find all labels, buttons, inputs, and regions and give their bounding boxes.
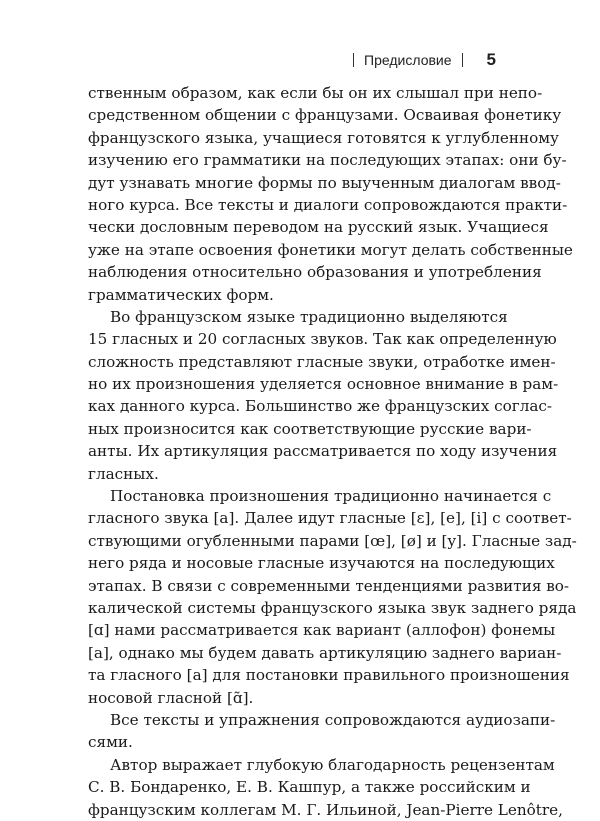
text-line: но их произношения уделяется основное внимание в рам- <box>88 375 559 394</box>
text-line: носовой гласной [ɑ̃]. <box>88 688 254 707</box>
page-number: 5 <box>486 50 496 69</box>
text-line: французским коллегам М. Г. Ильиной, Jean-Pierre Lenôtre, <box>88 800 563 819</box>
text-line: [ɑ] нами рассматривается как вариант (аллофон) фонемы <box>88 621 556 640</box>
text-line: ственным образом, как если бы он их слышал при непо- <box>88 84 543 102</box>
section-title: Предисловие <box>364 52 452 68</box>
text-line: сложность представляют гласные звуки, отработке имен- <box>88 352 556 371</box>
text-line: французского языка, учащиеся готовятся к углубленному <box>88 128 559 147</box>
text-line: Во французском языке традиционно выделяются <box>110 307 508 326</box>
text-line: Автор выражает глубокую благодарность рецензентам <box>110 755 555 774</box>
text-line: Постановка произношения традиционно начинается с <box>110 487 552 506</box>
text-line: С. В. Бондаренко, Е. В. Кашпур, а также российским и <box>88 778 531 797</box>
text-line: дут узнавать многие формы по выученным диалогам ввод- <box>88 173 561 192</box>
text-line: изучению его грамматики на последующих этапах: они бу- <box>88 151 567 170</box>
text-line: наблюдения относительно образования и употребления <box>88 263 542 282</box>
text-line: него ряда и носовые гласные изучаются на последующих <box>88 554 555 573</box>
text-line: ного курса. Все тексты и диалоги сопровождаются практи- <box>88 195 568 214</box>
body-text <box>88 82 577 821</box>
header-divider-left <box>353 53 354 67</box>
text-line: калической системы французского языка звук заднего ряда <box>88 598 577 617</box>
running-header <box>343 50 496 70</box>
text-line: ных произносится как соответствующие русские вари- <box>88 419 532 438</box>
text-line: 15 гласных и 20 согласных звуков. Так как определенную <box>88 330 557 349</box>
text-line: чески дословным переводом на русский язык. Учащиеся <box>88 218 549 237</box>
text-line: сями. <box>88 733 133 752</box>
header-divider-right <box>462 53 463 67</box>
text-line: уже на этапе освоения фонетики могут делать собственные <box>88 240 573 259</box>
text-line: этапах. В связи с современными тенденциями развития во- <box>88 576 570 595</box>
text-line: Все тексты и упражнения сопровождаются аудиозапи- <box>110 710 556 729</box>
text-line: анты. Их артикуляция рассматривается по ходу изучения <box>88 442 558 461</box>
text-line: гласного звука [a]. Далее идут гласные [ɛ], [e], [i] с соответ- <box>88 509 572 528</box>
text-line: гласных. <box>88 464 159 483</box>
text-line: грамматических форм. <box>88 285 274 304</box>
text-line: ствующими огубленными парами [œ], [ø] и [y]. Гласные зад- <box>88 531 577 550</box>
text-line: та гласного [a] для постановки правильного произношения <box>88 666 570 685</box>
text-line: ках данного курса. Большинство же французских соглас- <box>88 397 553 416</box>
text-line: [a], однако мы будем давать артикуляцию заднего вариан- <box>88 643 562 662</box>
text-line: средственном общении с французами. Осваивая фонетику <box>88 106 562 125</box>
